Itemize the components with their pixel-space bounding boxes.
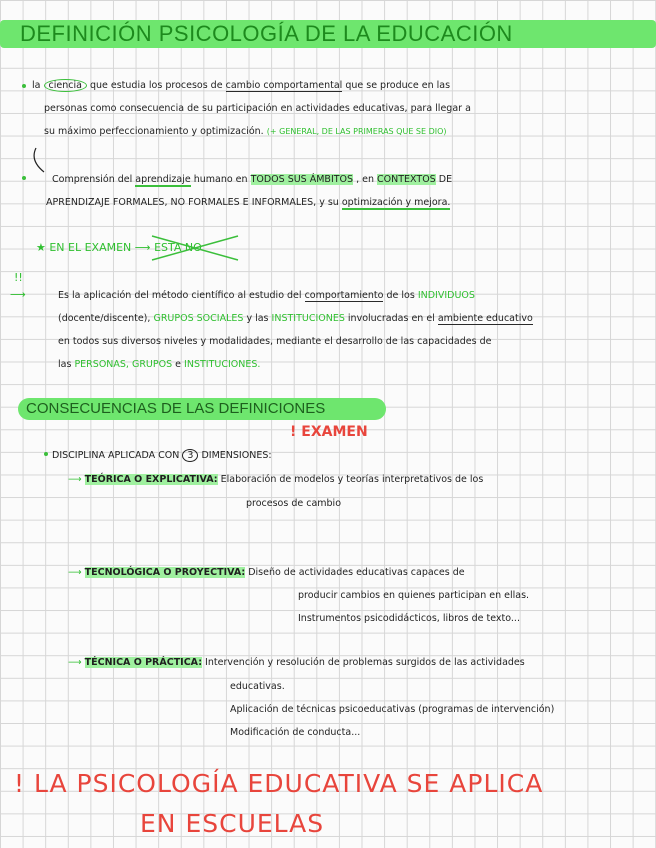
dimension-label: TÉCNICA O PRÁCTICA:	[84, 657, 203, 668]
dimension-3-line-4: Modificación de conducta...	[230, 727, 361, 738]
arrow-right-icon: ⟶	[68, 567, 82, 578]
definition-1-line-3	[44, 120, 447, 143]
text: ESTA NO	[154, 241, 202, 254]
footer-line-1	[14, 766, 543, 802]
page-title: DEFINICIÓN PSICOLOGÍA DE LA EDUCACIÓN	[20, 21, 513, 46]
text: e	[175, 359, 182, 370]
crossed-out-text	[154, 236, 202, 259]
text: las	[58, 359, 72, 370]
text: la	[32, 80, 41, 91]
dimension-1-line-2: procesos de cambio	[246, 498, 342, 509]
dimension-2-line-2: producir cambios en quienes participan en ellas.	[298, 590, 530, 601]
section-heading: CONSECUENCIAS DE LAS DEFINICIONES	[26, 400, 326, 417]
definition-3-line-1	[58, 284, 475, 307]
definition-1-line-1	[32, 74, 450, 97]
green-text: GRUPOS SOCIALES	[153, 313, 244, 324]
green-text: INDIVIDUOS	[417, 290, 475, 301]
text: que se produce en las	[345, 80, 451, 91]
underlined-text: cambio comportamental	[225, 80, 343, 91]
bullet-dot	[22, 84, 26, 88]
dimension-label: TEÓRICA O EXPLICATIVA:	[84, 474, 218, 485]
underlined-text: comportamiento	[304, 290, 384, 301]
dimension-3-line-1	[68, 651, 525, 674]
text: involucradas en el	[347, 313, 435, 324]
text: DISCIPLINA APLICADA CON	[52, 450, 180, 461]
definition-1-line-2: personas como consecuencia de su participación en actividades educativas, para llegar a	[44, 103, 471, 114]
definition-2-line-2	[46, 191, 450, 214]
text: humano en	[193, 174, 248, 185]
dimension-1-line-1	[68, 468, 483, 491]
exam-mark: ! EXAMEN	[290, 424, 368, 440]
exclamation-mark: !	[14, 769, 26, 798]
text: de los	[386, 290, 415, 301]
curved-arrow-icon	[30, 146, 50, 176]
arrow-right-icon: ⟶	[10, 288, 26, 301]
page-title-bar	[0, 20, 656, 48]
green-text: INSTITUCIONES.	[184, 359, 261, 370]
definition-3-line-3: en todos sus diversos niveles y modalidades, mediante el desarrollo de las capacidades de	[58, 336, 492, 347]
dimension-2-line-1	[68, 561, 465, 584]
text: DIMENSIONES:	[201, 450, 272, 461]
highlighted-text: CONTEXTOS	[377, 174, 436, 185]
text: Elaboración de modelos y teorías interpretativos de los	[220, 474, 484, 485]
text: su máximo perfeccionamiento y optimización.	[44, 126, 264, 137]
circled-word: ciencia	[44, 79, 87, 92]
underlined-text: optimización y mejora.	[341, 197, 451, 208]
text: Intervención y resolución de problemas surgidos de las actividades	[205, 657, 525, 668]
dimension-label: TECNOLÓGICA O PROYECTIVA:	[84, 567, 246, 578]
arrow-right-icon: ⟶	[68, 474, 82, 485]
text: Es la aplicación del método científico al estudio del	[58, 290, 302, 301]
footer-line-2: EN ESCUELAS	[140, 809, 325, 838]
green-note: (+ GENERAL, DE LAS PRIMERAS QUE SE DIO)	[266, 127, 447, 136]
underlined-text: aprendizaje	[135, 174, 191, 185]
arrow-right-icon: ⟶	[68, 657, 82, 668]
text: APRENDIZAJE FORMALES, NO FORMALES E INFORMALES, y su	[46, 197, 339, 208]
dimension-3-line-3: Aplicación de técnicas psicoeducativas (programas de intervención)	[230, 704, 555, 715]
text: (docente/discente),	[58, 313, 151, 324]
text: ★ EN EL EXAMEN ⟶	[36, 241, 151, 254]
text: , en	[356, 174, 374, 185]
double-exclamation-mark: !!	[14, 271, 23, 284]
circled-number: 3	[182, 449, 198, 462]
cross-out-icon	[150, 234, 242, 262]
definition-3-line-4	[58, 353, 260, 376]
section-heading-bar	[18, 398, 386, 420]
highlighted-text: TODOS SUS ÁMBITOS	[250, 174, 354, 185]
bullet-dot	[22, 176, 26, 180]
definition-2-line-1	[52, 168, 452, 191]
green-text: INSTITUCIONES	[271, 313, 345, 324]
dimension-3-line-2: educativas.	[230, 681, 285, 692]
dimensions-intro	[52, 444, 272, 467]
text: DE	[438, 174, 453, 185]
text: LA PSICOLOGÍA EDUCATIVA SE APLICA	[33, 769, 544, 798]
text: que estudia los procesos de	[89, 80, 223, 91]
green-text: PERSONAS, GRUPOS	[74, 359, 173, 370]
text: y las	[246, 313, 269, 324]
exam-note	[36, 236, 202, 259]
definition-3-line-2	[58, 307, 533, 330]
underlined-text: ambiente educativo	[437, 313, 533, 324]
text: Diseño de actividades educativas capaces de	[248, 567, 465, 578]
dimension-2-line-3: Instrumentos psicodidácticos, libros de texto...	[298, 613, 520, 624]
text: Comprensión del	[52, 174, 133, 185]
bullet-dot	[44, 452, 48, 456]
